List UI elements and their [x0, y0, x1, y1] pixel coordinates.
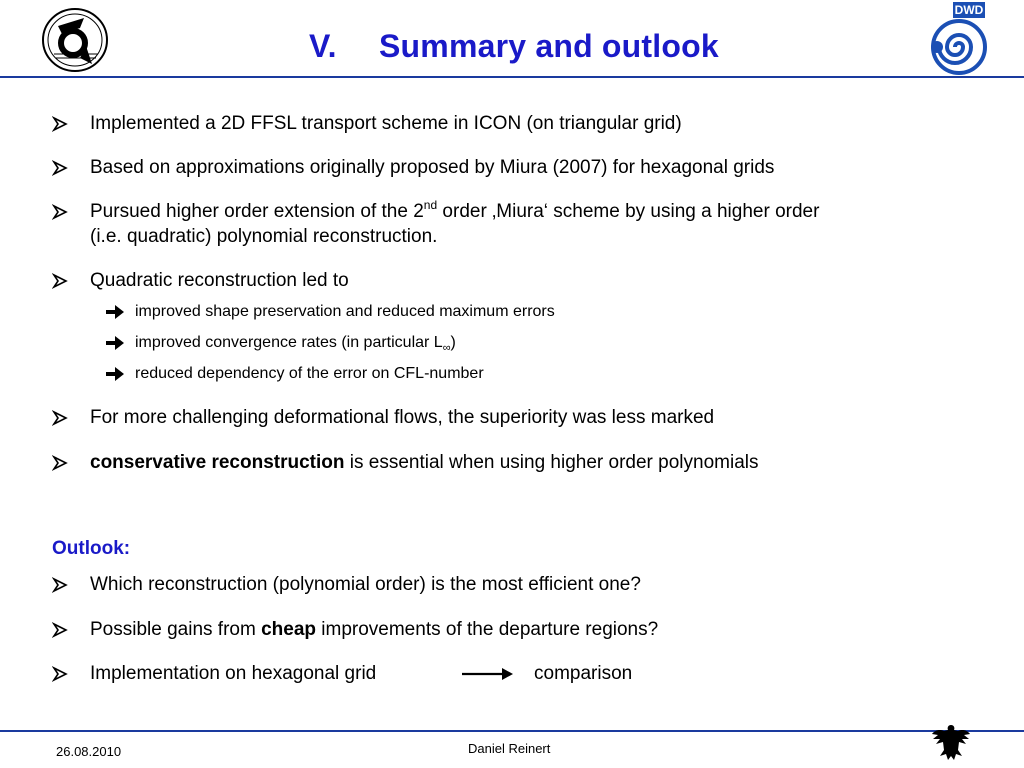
section-number: V.: [309, 28, 337, 64]
spiral-icon: [927, 18, 989, 76]
bullet-text: [90, 450, 759, 475]
arrowhead-bullet-icon: [52, 661, 68, 686]
footer-date: 26.08.2010: [56, 744, 122, 759]
bullet-text-part: Pursued higher order extension of the 2: [90, 201, 424, 222]
bullet-text: Quadratic reconstruction led to: [90, 270, 349, 291]
bullet-text-part: improvements of the departure regions?: [316, 619, 659, 640]
comparison-label: comparison: [534, 663, 633, 684]
institute-logo-icon: [40, 6, 110, 74]
title-text: Summary and outlook: [379, 28, 719, 64]
federal-eagle-icon: [930, 722, 972, 764]
sub-bullet-text: [135, 332, 456, 354]
sub-bullet-text-part: ): [450, 334, 456, 351]
bullet-text-part: is essential when using higher order polynomials: [344, 452, 759, 473]
arrowhead-bullet-icon: [52, 155, 68, 180]
dwd-logo-label: DWD: [954, 3, 984, 17]
bold-text: cheap: [261, 619, 316, 640]
bullet-text: Based on approximations originally proposed by Miura (2007) for hexagonal grids: [90, 157, 775, 178]
arrowhead-bullet-icon: [52, 268, 68, 293]
long-arrow-icon: [462, 664, 514, 684]
bullet-text: Which reconstruction (polynomial order) is the most efficient one?: [90, 574, 641, 595]
arrowhead-bullet-icon: [52, 450, 68, 475]
subscript: ∞: [442, 342, 451, 355]
footer-author: Daniel Reinert: [468, 741, 551, 756]
superscript: nd: [423, 197, 438, 212]
sub-bullet-text-part: improved convergence rates (in particular L: [135, 334, 443, 351]
bullet-text: Implementation on hexagonal grid: [90, 663, 377, 684]
arrowhead-bullet-icon: [52, 405, 68, 430]
bullet-text: Implemented a 2D FFSL transport scheme in ICON (on triangular grid): [90, 113, 682, 134]
bullet-text-part: Possible gains from: [90, 619, 262, 640]
bullet-text: [90, 617, 658, 642]
right-arrow-icon: [104, 332, 126, 354]
arrowhead-bullet-icon: [52, 617, 68, 642]
outlook-heading: Outlook:: [52, 538, 131, 559]
sub-bullet-text: reduced dependency of the error on CFL-number: [135, 365, 484, 382]
header-divider: [0, 76, 1024, 78]
bullet-text: [90, 199, 819, 249]
page-title: [309, 28, 719, 65]
arrowhead-bullet-icon: [52, 572, 68, 597]
right-arrow-icon: [104, 363, 126, 385]
sub-bullet-text: improved shape preservation and reduced maximum errors: [135, 303, 555, 320]
arrowhead-bullet-icon: [52, 111, 68, 136]
arrowhead-bullet-icon: [52, 199, 68, 224]
bullet-text: For more challenging deformational flows, the superiority was less marked: [90, 407, 715, 428]
footer-divider: [0, 730, 1024, 732]
bullet-text-line2: (i.e. quadratic) polynomial reconstruction.: [90, 226, 438, 247]
bold-text: conservative reconstruction: [90, 452, 345, 473]
dwd-logo: [925, 2, 989, 76]
right-arrow-icon: [104, 301, 126, 323]
bullet-text-part: order ‚Miura‘ scheme by using a higher order: [437, 201, 820, 222]
